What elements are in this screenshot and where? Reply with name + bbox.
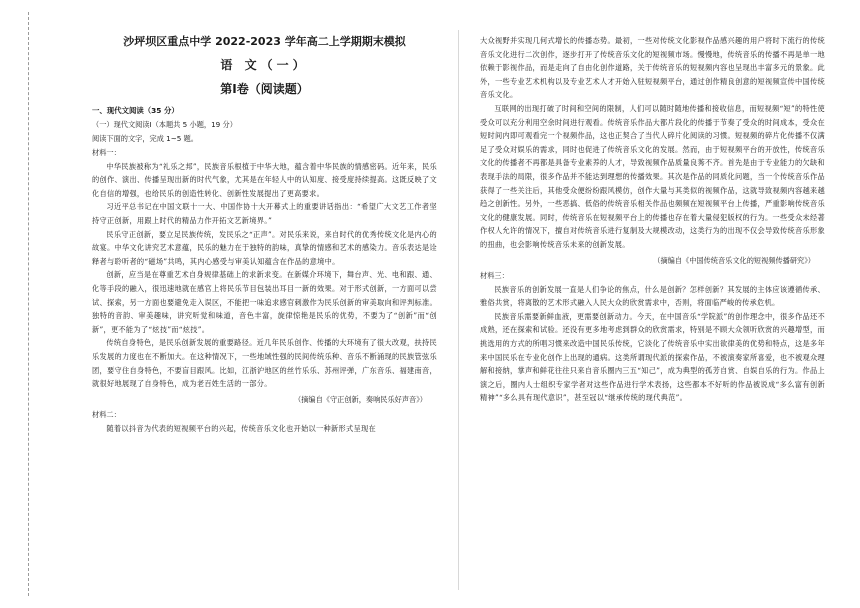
volume-title: 第Ⅰ卷（阅读题）	[220, 82, 309, 96]
material-one-label: 材料一：	[92, 148, 121, 157]
material-two-label: 材料二：	[92, 410, 121, 420]
paragraph: 创新，应当是在尊重艺术自身规律基础上的求新求变。在新媒介环境下，舞台声、光、电和跟、通、化等手段的融入，很迅速地就在感官上将民乐节目包装出耳目一新的效果。对于形式创新，一方面可以尝试、探索，另一方面也要避免走入误区，不能把一味追求感官刺激作为民乐创新的审美取向和评判标准。独特的音韵、审美趣味，讲究听觉和味道，音色丰富，旋律惊艳是民乐的优势，不要为了“创新”而“创新”，更不能为了“炫技”而“炫技”。	[92, 270, 437, 334]
right-column	[480, 34, 825, 405]
paragraph: 民乐守正创新，要立足民族传统，发民乐之“正声”。对民乐来说，来自时代的优秀传统文化是内心的故宴。中华文化讲究艺术意蕴，民乐的魅力在于独特的韵味，真挚的情感和艺术的感染力。音乐表达是诠释者与聆听者的“磁场”共鸣，其内心感受与审美认知蕴含在作品的意境中。	[92, 229, 437, 266]
subsection-heading: （一）现代文阅读Ⅰ（本题共 5 小题，19 分）	[92, 120, 237, 129]
exam-title: 沙坪坝区重点中学 2022-2023 学年高二上学期期末模拟	[123, 35, 406, 48]
paragraph: 传统自身特色，是民乐创新发展的重要路径。近几年民乐创作、传播的大环境有了很大改观，扶持民乐发展的力度也在不断加大。在这种情况下，一些地域性强的民间传统乐种、音乐不断涌现的民族管弦乐团，要守住自身特色，不要盲目跟风。比如，江浙沪地区的丝竹乐乐、苏州评弹，广东音乐、福建南音，就很好地展现了自身特色，成为老百姓生活的一部分。	[92, 338, 437, 389]
source-citation: （摘编自《中国传统音乐文化的短视频传播研究》）	[653, 255, 815, 265]
paragraph: 习近平总书记在中国文联十一大、中国作协十大开幕式上的重要讲话指出：“希望广大文艺工作者坚持守正创新，用跟上时代的精品力作开拓文艺新境界。”	[92, 202, 437, 225]
paragraph: 随着以抖音为代表的短视频平台的兴起，传统音乐文化也开始以一种新形式呈现在	[106, 423, 376, 433]
paragraph: 中华民族被称为“礼乐之邦”，民族音乐根植于中华大地，蕴含着中华民族的情感密码。近年来，民乐的创作、演出、传播呈现出新的时代气象，尤其是在年轻人中的认知度、接受度持续提高。这既反映了文化自信的增强，也给民乐的创造性转化、创新性发展提出了更高要求。	[92, 161, 437, 198]
section-heading: 一、现代文阅读（35 分）	[92, 106, 179, 115]
paragraph: 大众视野并实现几何式增长的传播态势。最初，一些对传统文化影视作品感兴趣的用户将时下流行的传统音乐文化进行二次创作，逐步打开了传统音乐文化的短视频市场。慢慢地，传统音乐的传播不再是单一地依赖于影视作品，而是走向了自由化创作道路，关于传统音乐的短视频内容也呈现出丰富多元的景象。此外，一些专业艺术机构以及专业艺术人才开始入驻短视频平台，通过创作精良创意的短视频宣传中国传统音乐文化。	[480, 36, 825, 100]
binding-line	[28, 12, 30, 596]
source-citation: （摘编自《守正创新，奏响民乐好声音》）	[294, 394, 427, 404]
left-column	[92, 34, 437, 435]
exam-subtitle: 语 文（一）	[220, 58, 309, 72]
material-three-label: 材料三：	[480, 271, 509, 281]
paragraph: 互联网的出现打破了时间和空间的限制，人们可以随时随地传播和接收信息，而短视频“短”的特性使受众可以充分利用空余时间进行观看。传统音乐作品大都片段化的传播于节奏了受众的时间成本，受众在短时间内即可观看完一个视频作品，这也正契合了当代人碎片化阅读的习惯。短视频的碎片化传播不仅满足了受众对娱乐的需求，同时也促进了传统音乐文化的发展。然而，由于短视频平台的开放性，传统音乐文化的传播者不再都是具备专业素养的人才，导致视频作品质量良莠不齐。首先是由于专业能力的欠缺和表现手法的局限，很多作品并不能达到理想的传播效果。其次是作品的同质化问题，当一个传统音乐作品获得了一些关注后，其他受众便纷纷跟风模仿，创作大量与其类似的视频作品，这就导致视频内容越来越趋之创新性。另外，一些恶搞、低俗的传统音乐相关作品也频频在短视频平台上传播，严重影响传统音乐文化的健康发展。同时，传统音乐在短视频平台上的传播也存在着大量侵犯版权的行为。一些受众未经著作权人允许的情况下，擅自对传统音乐进行复制及大规模改动，这类行为的出现不仅会导致传统音乐形象的扭曲，也会影响传统音乐未来的创新发展。	[480, 103, 825, 249]
paragraph: 民族音乐需要新鲜血液，更需要创新动力。今天，在中国音乐“学院派”的创作理念中，很多作品还不成熟，还在探索和试验。还没有更多地考虑到群众的欣赏需求，特别是不顾大众领听欣赏的兴趣增型，而挑选用的方式的所唱习惯来改造中国民乐传统，它淡化了传统音乐中实出欲律美的优势和特点，这是多年来中国民乐在专业化创作上出现的通病。这类所谓现代派的探索作品，不被演奏家所喜爱，也不被观众理解和接纳，掌声和鲜花往往只来自音乐圈内三五“知己”，成为典型的孤芳自赏、自娱自乐的行为。作品上演之后，圈内人士组织专家学者对这些作品进行学术表扬，这些都本不好听的作品被说成“多么富有创新精神”“多么具有现代意识”，甚至冠以“继承传统的现代典范”。	[480, 311, 825, 403]
paragraph: 民族音乐的创新发展一直是人们争论的焦点，什么是创新？怎样创新？其发展的主体应该遵循传承、雅俗共赏，将离散的艺术形式融入人民大众的欣赏需求中，否则，将面临严峻的传承危机。	[480, 284, 825, 308]
column-divider	[458, 30, 459, 590]
instruction-text: 阅读下面的文字，完成 1~5 题。	[92, 134, 198, 143]
